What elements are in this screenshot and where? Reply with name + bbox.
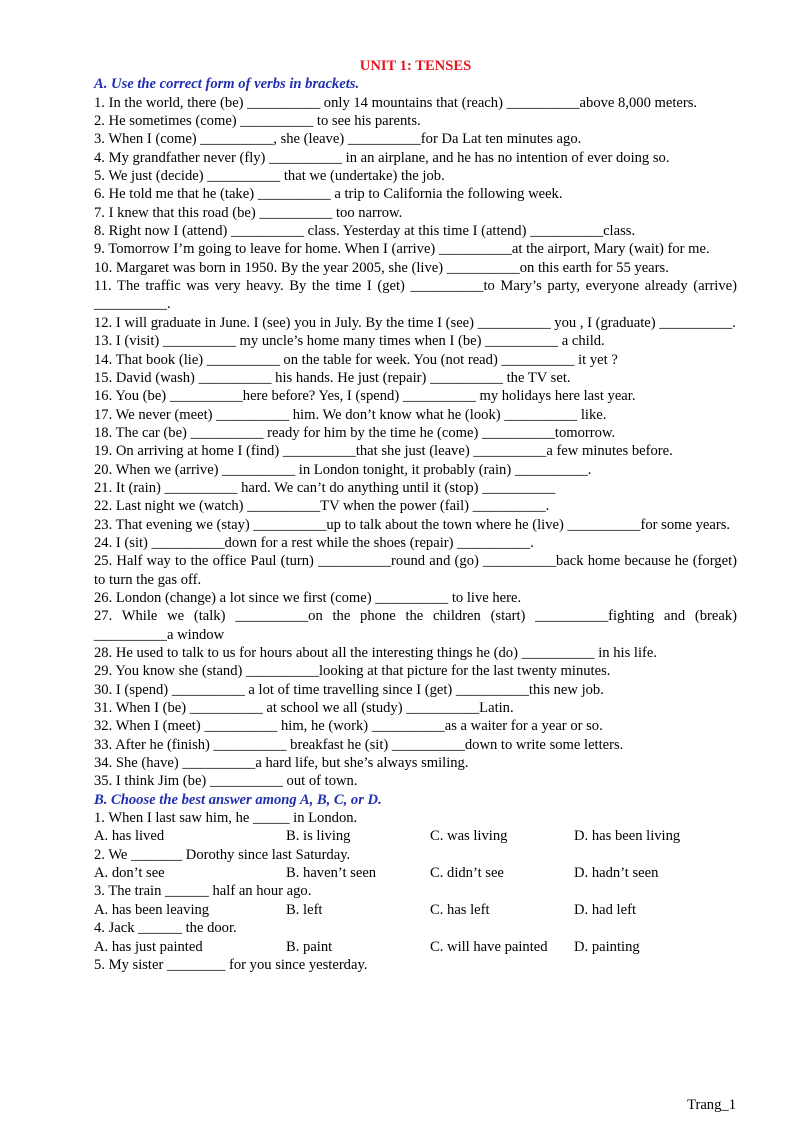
exercise-item: 14. That book (lie) __________ on the table for week. You (not read) __________ it yet ? [94, 351, 618, 368]
exercise-item: 26. London (change) a lot since we first (come) __________ to live here. [94, 589, 522, 606]
mc-question: 5. My sister ________ for you since yesterday. [94, 956, 368, 973]
mc-options-row [94, 827, 737, 845]
mc-option-b: B. haven’t seen [286, 865, 377, 882]
exercise-item: 17. We never (meet) __________ him. We don’t know what he (look) __________ like. [94, 406, 607, 423]
exercise-item: 25. Half way to the office Paul (turn) __________round and (go) __________back home because he (forget) to turn the gas off. [94, 553, 737, 588]
exercise-item: 3. When I (come) __________, she (leave) __________for Da Lat ten minutes ago. [94, 131, 582, 148]
exercise-item: 6. He told me that he (take) __________ a trip to California the following week. [94, 186, 563, 203]
exercise-item: 13. I (visit) __________ my uncle’s home many times when I (be) __________ a child. [94, 333, 605, 350]
mc-option-d: D. had left [574, 901, 637, 918]
mc-option-d: D. hadn’t seen [574, 865, 659, 882]
exercise-item: 19. On arriving at home I (find) __________that she just (leave) __________a few minutes before. [94, 443, 673, 460]
exercise-item: 1. In the world, there (be) __________ only 14 mountains that (reach) __________above 8,000 meters. [94, 94, 698, 111]
exercise-item: 18. The car (be) __________ ready for him by the time he (come) __________tomorrow. [94, 424, 616, 441]
exercise-item: 24. I (sit) __________down for a rest while the shoes (repair) __________. [94, 534, 534, 551]
mc-option-a: A. don’t see [94, 865, 165, 882]
mc-option-b: B. is living [286, 828, 351, 845]
mc-question: 3. The train ______ half an hour ago. [94, 883, 312, 900]
page-number: Trang_1 [687, 1097, 736, 1113]
exercise-item: 33. After he (finish) __________ breakfast he (sit) __________down to write some letters. [94, 736, 624, 753]
exercise-item: 9. Tomorrow I’m going to leave for home. When I (arrive) __________at the airport, Mary (wait) for me. [94, 241, 710, 258]
exercise-item: 5. We just (decide) __________ that we (undertake) the job. [94, 168, 445, 185]
mc-option-a: A. has been leaving [94, 901, 210, 918]
section-a-heading: A. Use the correct form of verbs in brackets. [94, 76, 360, 93]
exercise-item: 11. The traffic was very heavy. By the time I (get) __________to Mary’s party, everyone already (arrive) __________. [94, 278, 737, 313]
worksheet-content [94, 57, 737, 974]
mc-option-b: B. left [286, 901, 323, 918]
exercise-item: 7. I knew that this road (be) __________ too narrow. [94, 204, 403, 221]
exercise-item: 27. While we (talk) __________on the phone the children (start) __________fighting and (break) __________a window [94, 608, 737, 643]
page-title: UNIT 1: TENSES [359, 58, 472, 74]
exercise-item: 21. It (rain) __________ hard. We can’t do anything until it (stop) __________ [94, 479, 556, 496]
exercise-item: 32. When I (meet) __________ him, he (work) __________as a waiter for a year or so. [94, 718, 603, 735]
exercise-item: 28. He used to talk to us for hours about all the interesting things he (do) __________ in his life. [94, 645, 657, 661]
mc-option-a: A. has lived [94, 828, 165, 845]
mc-option-c: C. has left [430, 901, 490, 918]
section-b-list [94, 809, 737, 974]
mc-option-d: D. has been living [574, 828, 681, 845]
exercise-item: 4. My grandfather never (fly) __________ in an airplane, and he has no intention of ever doing so. [94, 149, 670, 166]
section-a-list [94, 94, 737, 791]
mc-option-c: C. will have painted [430, 938, 548, 955]
exercise-item: 23. That evening we (stay) __________up to talk about the town where he (live) __________for some years. [94, 516, 731, 533]
exercise-item: 34. She (have) __________a hard life, but she’s always smiling. [94, 755, 469, 772]
section-b-heading: B. Choose the best answer among A, B, C, or D. [94, 791, 382, 808]
mc-question: 2. We _______ Dorothy since last Saturday. [94, 846, 351, 863]
mc-options-row [94, 938, 737, 956]
exercise-item: 8. Right now I (attend) __________ class. Yesterday at this time I (attend) __________class. [94, 223, 636, 240]
mc-option-b: B. paint [286, 938, 333, 955]
mc-options-row [94, 864, 737, 882]
mc-question: 4. Jack ______ the door. [94, 920, 237, 937]
mc-options-row [94, 901, 737, 919]
exercise-item: 16. You (be) __________here before? Yes, I (spend) __________ my holidays here last year. [94, 388, 636, 405]
exercise-item: 2. He sometimes (come) __________ to see his parents. [94, 113, 421, 130]
exercise-item: 31. When I (be) __________ at school we all (study) __________Latin. [94, 700, 514, 717]
exercise-item: 22. Last night we (watch) __________TV when the power (fail) __________. [94, 498, 550, 515]
exercise-item: 20. When we (arrive) __________ in London tonight, it probably (rain) __________. [94, 461, 592, 478]
exercise-item: 35. I think Jim (be) __________ out of town. [94, 773, 358, 790]
exercise-item: 30. I (spend) __________ a lot of time travelling since I (get) __________this new job. [94, 681, 604, 698]
mc-option-d: D. painting [574, 938, 640, 955]
mc-option-c: C. didn’t see [430, 865, 504, 882]
mc-option-a: A. has just painted [94, 938, 203, 955]
mc-question: 1. When I last saw him, he _____ in London. [94, 810, 358, 827]
exercise-item: 15. David (wash) __________ his hands. He just (repair) __________ the TV set. [94, 369, 571, 386]
exercise-item: 10. Margaret was born in 1950. By the year 2005, she (live) __________on this earth for 55 years. [94, 259, 669, 276]
mc-option-c: C. was living [430, 828, 508, 845]
exercise-item: 12. I will graduate in June. I (see) you in July. By the time I (see) __________ you , I (graduate) __________. [94, 314, 736, 331]
exercise-item: 29. You know she (stand) __________looking at that picture for the last twenty minutes. [94, 663, 611, 680]
